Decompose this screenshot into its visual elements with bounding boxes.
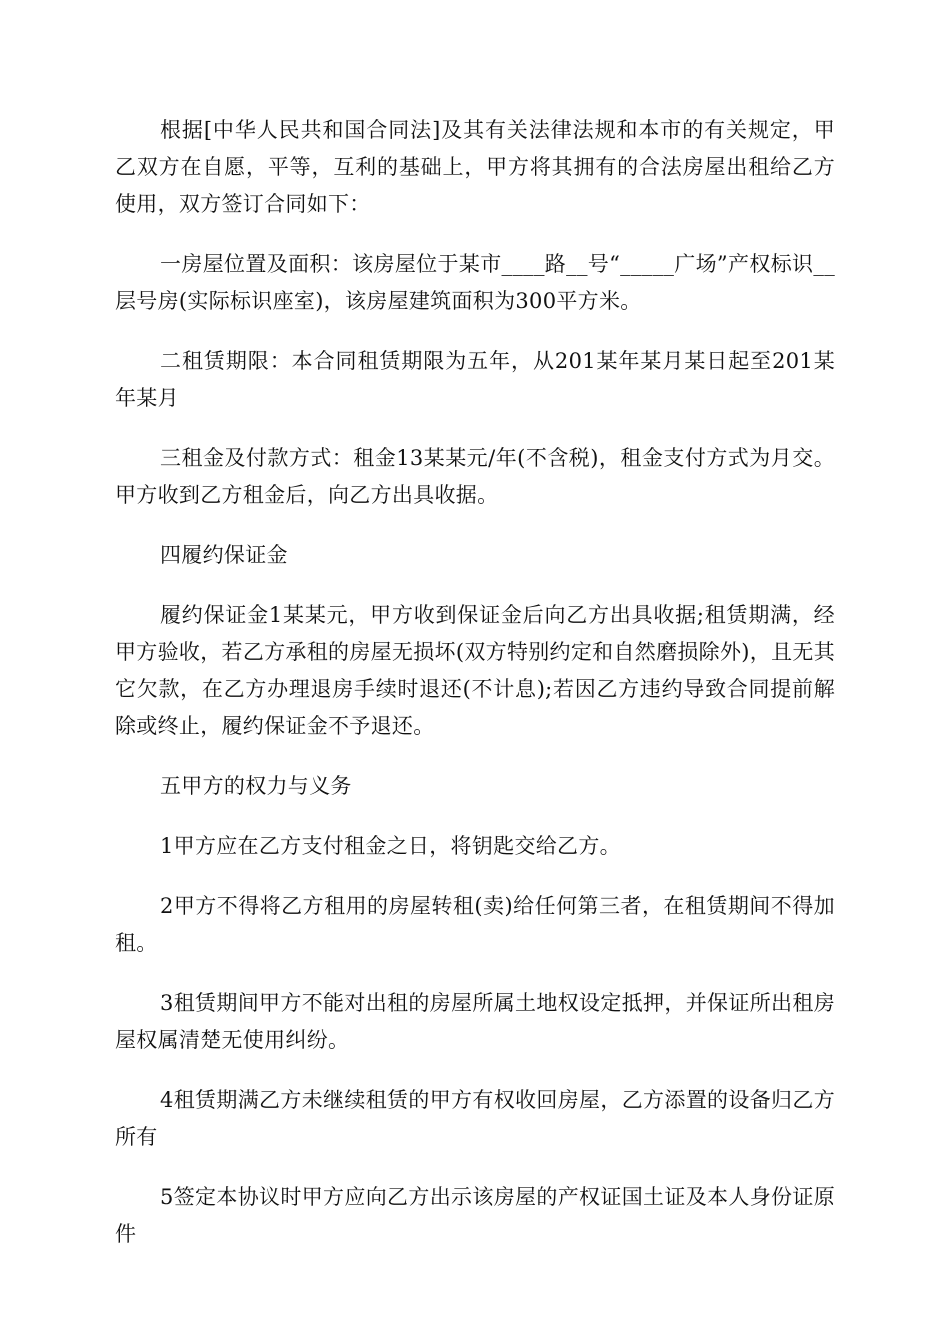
clause-3: 3租赁期间甲方不能对出租的房屋所属土地权设定抵押，并保证所出租房屋权属清楚无使用纠纷。 [115,991,835,1052]
document-body [115,112,835,1276]
paragraph-rent-payment: 三租金及付款方式：租金13某某元/年(不含税)，租金支付方式为月交。甲方收到乙方租金后，向乙方出具收据。 [115,446,835,507]
heading-party-a-rights: 五甲方的权力与义务 [160,774,352,798]
paragraph-preamble: 根据[中华人民共和国合同法]及其有关法律法规和本市的有关规定，甲乙双方在自愿，平等，互利的基础上，甲方将其拥有的合法房屋出租给乙方使用，双方签订合同如下： [115,118,835,216]
clause-4: 4租赁期满乙方未继续租赁的甲方有权收回房屋，乙方添置的设备归乙方所有 [115,1088,835,1149]
paragraph-location-area: 一房屋位置及面积：该房屋位于某市____路__号“_____广场”产权标识__层号房(实际标识座室)，该房屋建筑面积为300平方米。 [115,252,835,313]
clause-5: 5签定本协议时甲方应向乙方出示该房屋的产权证国土证及本人身份证原件 [115,1185,835,1246]
clause-2: 2甲方不得将乙方租用的房屋转租(卖)给任何第三者，在租赁期间不得加租。 [115,894,835,955]
paragraph-deposit: 履约保证金1某某元，甲方收到保证金后向乙方出具收据;租赁期满，经甲方验收，若乙方承租的房屋无损坏(双方特别约定和自然磨损除外)，且无其它欠款，在乙方办理退房手续时退还(不计息);若因乙方违约导致合同提前解除或终止，履约保证金不予退还。 [115,603,835,738]
paragraph-lease-term: 二租赁期限：本合同租赁期限为五年，从201某年某月某日起至201某年某月 [115,349,835,410]
heading-deposit: 四履约保证金 [160,543,288,567]
clause-1: 1甲方应在乙方支付租金之日，将钥匙交给乙方。 [160,834,621,858]
